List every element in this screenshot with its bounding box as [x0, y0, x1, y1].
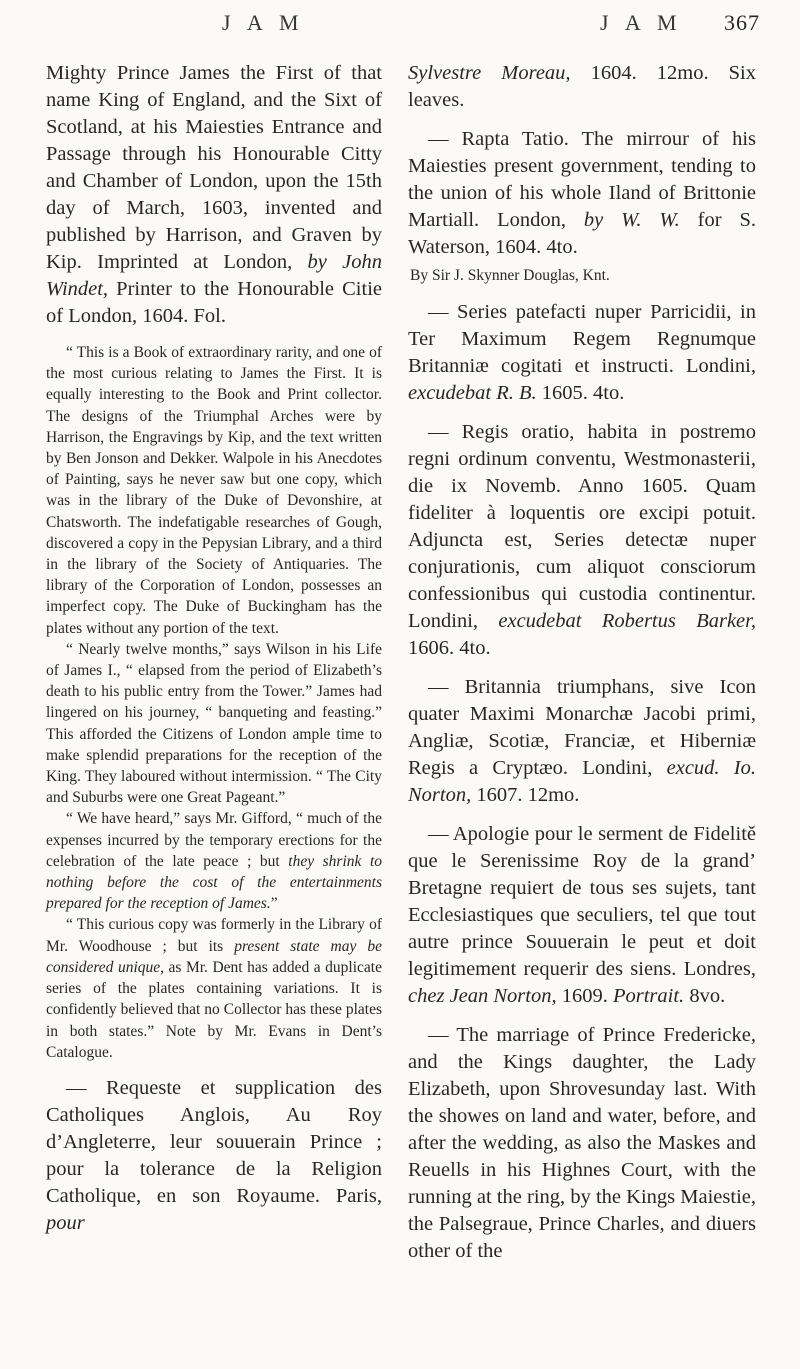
- entry-printer: excud. Io. Norton,: [408, 757, 757, 806]
- note-text: as Mr. Dent has added a duplicate series of the plates containing variations. It is confidently believed that no Collector has these plates in both states.” Note by Mr. Evans in Dent’s Catalogue.: [46, 958, 382, 1061]
- note-gifford: [46, 808, 382, 914]
- entry-britannia-triumphans: [408, 674, 756, 809]
- right-column: [408, 60, 756, 1265]
- entry-james-entrance: [46, 60, 382, 330]
- note-text: ”: [270, 895, 278, 913]
- entry-text: 8vo.: [684, 985, 726, 1007]
- entry-text: — Rapta Tatio. The mirrour of his Maiesties present government, tending to the union of his whole Iland of Brittonie Martiall. London,: [408, 128, 756, 231]
- left-column: [46, 60, 382, 1237]
- entry-printer: pour: [46, 1211, 85, 1234]
- entry-printer: by John Windet,: [46, 251, 383, 300]
- page-number: 367: [724, 10, 760, 35]
- entry-moreau: [408, 60, 756, 114]
- entry-printer: excudebat R. B.: [408, 382, 537, 404]
- entry-series-patefacti: [408, 299, 756, 407]
- entry-apologie: [408, 821, 756, 1010]
- running-head-right: J A M: [600, 10, 683, 35]
- running-head-left: J A M: [222, 10, 305, 35]
- entry-printer: Sylvestre Moreau,: [408, 62, 571, 84]
- entry-text: — Britannia triumphans, sive Icon quater Maximi Monarchæ Jacobi primi, Angliæ, Scotiæ, Franciæ, et Hiberniæ Regis a Cryptæo. Londini,: [408, 676, 756, 779]
- note-emphasis: present state may be considered unique,: [46, 937, 382, 976]
- entry-rapta-tatio: [408, 126, 756, 261]
- entry-text: — Requeste et supplication des Catholiques Anglois, Au Roy d’Angleterre, leur souuerain Prince ; pour la tolerance de la Religion Catholique, en son Royaume. Paris,: [46, 1076, 382, 1207]
- entry-marriage: — The marriage of Prince Fredericke, and the Kings daughter, the Lady Elizabeth, upon Shrovesunday last. With the showes on land and water, before, and after the wedding, as also the Maskes and Reuells in his Highnes Court, with the running at the ring, by the Kings Maiestie, the Palsegraue, Prince Charles, and diuers other of the: [408, 1024, 756, 1262]
- entry-text: Printer to the Honourable Citie of London, 1604. Fol.: [46, 278, 382, 327]
- byline: By Sir J. Skynner Douglas, Knt.: [410, 267, 610, 284]
- entry-printer: excudebat Robertus Barker,: [498, 610, 756, 632]
- entry-printer: chez Jean Norton,: [408, 985, 557, 1007]
- entry-text: 1607. 12mo.: [471, 784, 580, 806]
- note-text: “ We have heard,” says Mr. Gifford, “ much of the expenses incurred by the temporary erections for the celebration of the late peace ; but: [46, 810, 382, 870]
- entry-text: 1609.: [556, 985, 613, 1007]
- entry-text: — Series patefacti nuper Parricidii, in Ter Maximum Regem Regnumque Britanniæ cogitati et instructi. Londini,: [408, 301, 756, 377]
- note-emphasis: they shrink to nothing before the cost of the entertainments prepared for the reception of James.: [46, 852, 382, 913]
- entry-text: 1606. 4to.: [408, 637, 491, 659]
- entry-text: Mighty Prince James the First of that name King of England, and the Sixt of Scotland, at his Maiesties Entrance and Passage through his Honourable Citty and Chamber of London, upon the 15th day of March, 1603, invented and published by Harrison, and Graven by Kip. Imprinted at London,: [46, 62, 382, 273]
- note-wilson: “ Nearly twelve months,” says Wilson in his Life of James I., “ elapsed from the period of Elizabeth’s death to his public entry from the Tower.” James had lingered on his journey, “ banqueting and feasting.” This afforded the Citizens of London ample time to make splendid preparations for the reception of the King. They laboured without intermission. “ The City and Suburbs were one Great Pageant.”: [46, 640, 382, 807]
- running-header: [0, 10, 800, 50]
- entry-text: 1604. 12mo. Six leaves.: [408, 62, 757, 111]
- entry-regis-oratio: [408, 419, 756, 662]
- entry-portrait: Portrait.: [612, 985, 685, 1007]
- entry-requeste: [46, 1075, 382, 1237]
- entry-text: — Apologie pour le serment de Fidelitě que le Serenissime Roy de la grand’ Bretagne requiert de tous ses sujets, tant Ecclesiastiques que seculiers, tel que tout autre prince Souuerain le peut et doit legitimement requerir des siens. Londres,: [408, 823, 756, 980]
- entry-text: for S. Waterson, 1604. 4to.: [408, 209, 756, 258]
- entry-printer: by W. W.: [583, 209, 680, 231]
- note-text: “ This curious copy was formerly in the Library of Mr. Woodhouse ; but its: [46, 916, 382, 955]
- entry-text: — Regis oratio, habita in postremo regni ordinum conventu, Westmonasterii, die ix Novemb. Anno 1605. Quam fideliter à loquentis ore excipi potuit. Adjuncta est, Series detectæ nuper conjurationis, cum aliquot consciorum confessionibus qui custodia continentur. Londini,: [408, 421, 756, 632]
- note-rarity: “ This is a Book of extraordinary rarity, and one of the most curious relating to James the First. It is equally interesting to the Book and Print collector. The designs of the Triumphal Arches were by Harrison, the Engravings by Kip, and the text written by Ben Jonson and Dekker. Walpole in his Anecdotes of Painting, says he never saw but one copy, which was in the library of the Duke of Devonshire, at Chatsworth. The indefatigable researches of Gough, discovered a copy in the Pepysian Library, and a third in the library of the Society of Antiquaries. The library of the Corporation of London, possesses an imperfect copy. The Duke of Buckingham has the plates without any portion of the text.: [46, 344, 382, 637]
- note-woodhouse: [46, 914, 382, 1062]
- entry-text: 1605. 4to.: [536, 382, 625, 404]
